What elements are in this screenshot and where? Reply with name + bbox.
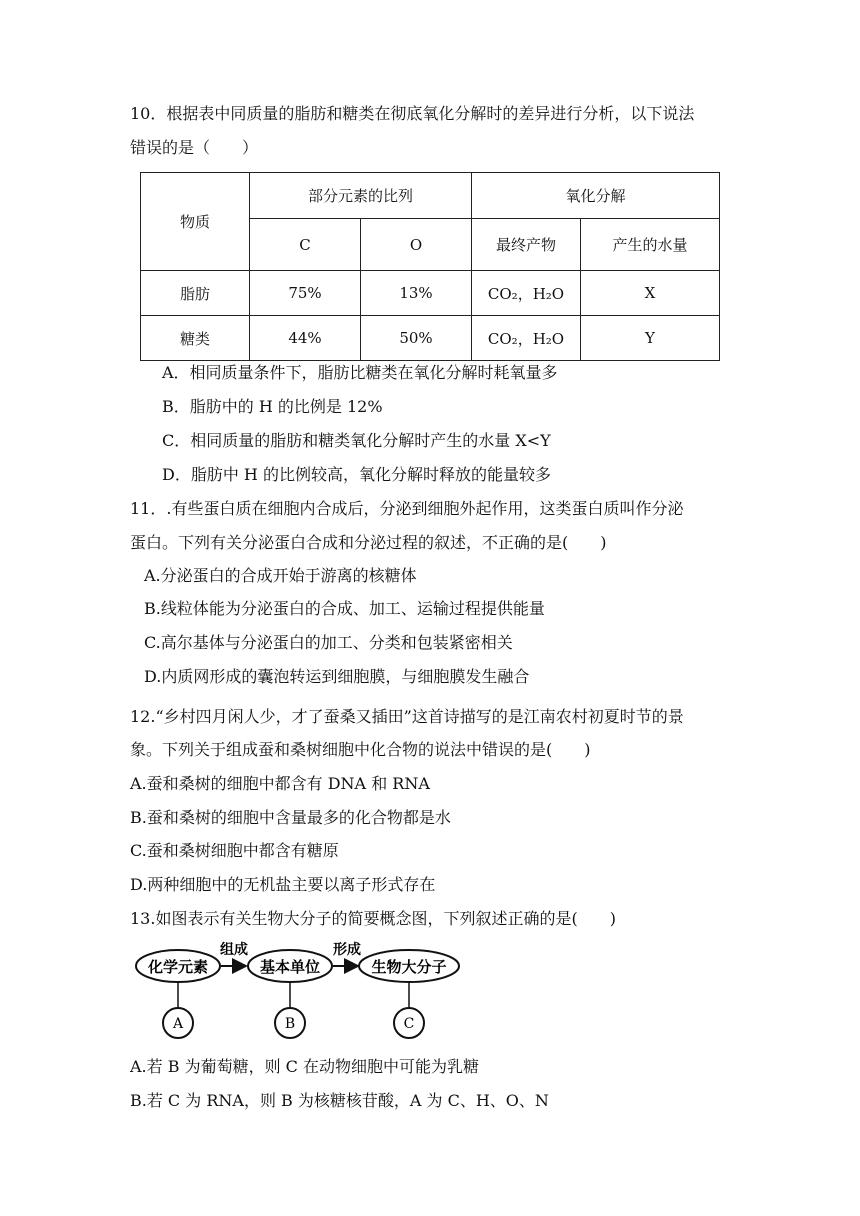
q10-stem-line1: 10．根据表中同质量的脂肪和糖类在彻底氧化分解时的差异进行分析，以下说法	[130, 104, 695, 123]
q12-option-d: D.两种细胞中的无机盐主要以离子形式存在	[130, 875, 436, 894]
table-row	[141, 271, 720, 316]
q12-option-c: C.蚕和桑树细胞中都含有糖原	[130, 841, 339, 860]
node-unit-label: 基本单位	[259, 958, 321, 976]
q11-option-b: B.线粒体能为分泌蛋白的合成、加工、运输过程提供能量	[144, 599, 545, 618]
arrow-compose-label: 组成	[220, 942, 248, 958]
q10-option-d: D．脂肪中 H 的比例较高，氧化分解时释放的能量较多	[162, 465, 551, 484]
node-macromolecule-label: 生物大分子	[371, 958, 447, 976]
table-header-product: 最终产物	[472, 219, 581, 271]
q10-stem-line2: 错误的是（ ）	[130, 138, 259, 157]
q12-stem-line1: 12.“乡村四月闲人少，才了蚕桑又插田”这首诗描写的是江南农村初夏时节的景	[130, 707, 684, 726]
table-cell: CO₂，H₂O	[472, 271, 581, 316]
table-cell: Y	[581, 316, 720, 361]
table-cell: 50%	[361, 316, 472, 361]
q13-stem: 13.如图表示有关生物大分子的简要概念图，下列叙述正确的是( )	[130, 909, 616, 928]
table-header-ratio: 部分元素的比列	[250, 173, 472, 219]
q11-stem-line2: 蛋白。下列有关分泌蛋白合成和分泌过程的叙述，不正确的是( )	[130, 533, 607, 552]
q11-option-c: C.高尔基体与分泌蛋白的加工、分类和包装紧密相关	[144, 633, 513, 652]
table-cell: CO₂，H₂O	[472, 316, 581, 361]
q12-option-b: B.蚕和桑树的细胞中含量最多的化合物都是水	[130, 808, 451, 827]
table-cell: 75%	[250, 271, 361, 316]
table-header-substance: 物质	[141, 173, 250, 271]
q12-stem-line2: 象。下列关于组成蚕和桑树细胞中化合物的说法中错误的是( )	[130, 740, 591, 759]
q11-option-d: D.内质网形成的囊泡转运到细胞膜，与细胞膜发生融合	[144, 667, 530, 686]
circle-a-label: A	[172, 1016, 184, 1032]
table-cell: 脂肪	[141, 271, 250, 316]
table-row	[141, 316, 720, 361]
table-header-o: O	[361, 219, 472, 271]
table-cell: X	[581, 271, 720, 316]
q10-option-c: C．相同质量的脂肪和糖类氧化分解时产生的水量 X<Y	[162, 431, 551, 450]
q11-stem-line1: 11．.有些蛋白质在细胞内合成后，分泌到细胞外起作用，这类蛋白质叫作分泌	[130, 499, 684, 518]
q10-option-a: A．相同质量条件下，脂肪比糖类在氧化分解时耗氧量多	[162, 363, 558, 382]
q10-data-table	[140, 172, 720, 361]
q11-option-a: A.分泌蛋白的合成开始于游离的核糖体	[144, 566, 417, 585]
table-header-oxidation: 氧化分解	[472, 173, 720, 219]
q13-option-a: A.若 B 为葡萄糖，则 C 在动物细胞中可能为乳糖	[130, 1057, 479, 1076]
concept-diagram	[130, 940, 470, 1045]
arrow-form-label: 形成	[333, 942, 361, 958]
circle-c-label: C	[403, 1016, 415, 1032]
table-cell: 糖类	[141, 316, 250, 361]
table-cell: 44%	[250, 316, 361, 361]
q12-option-a: A.蚕和桑树的细胞中都含有 DNA 和 RNA	[130, 774, 430, 793]
table-header-c: C	[250, 219, 361, 271]
q13-option-b: B.若 C 为 RNA，则 B 为核糖核苷酸，A 为 C、H、O、N	[130, 1091, 549, 1110]
q10-option-b: B．脂肪中的 H 的比例是 12%	[162, 397, 383, 416]
circle-b-label: B	[284, 1016, 296, 1032]
node-elements-label: 化学元素	[147, 958, 209, 976]
table-header-water: 产生的水量	[581, 219, 720, 271]
table-cell: 13%	[361, 271, 472, 316]
